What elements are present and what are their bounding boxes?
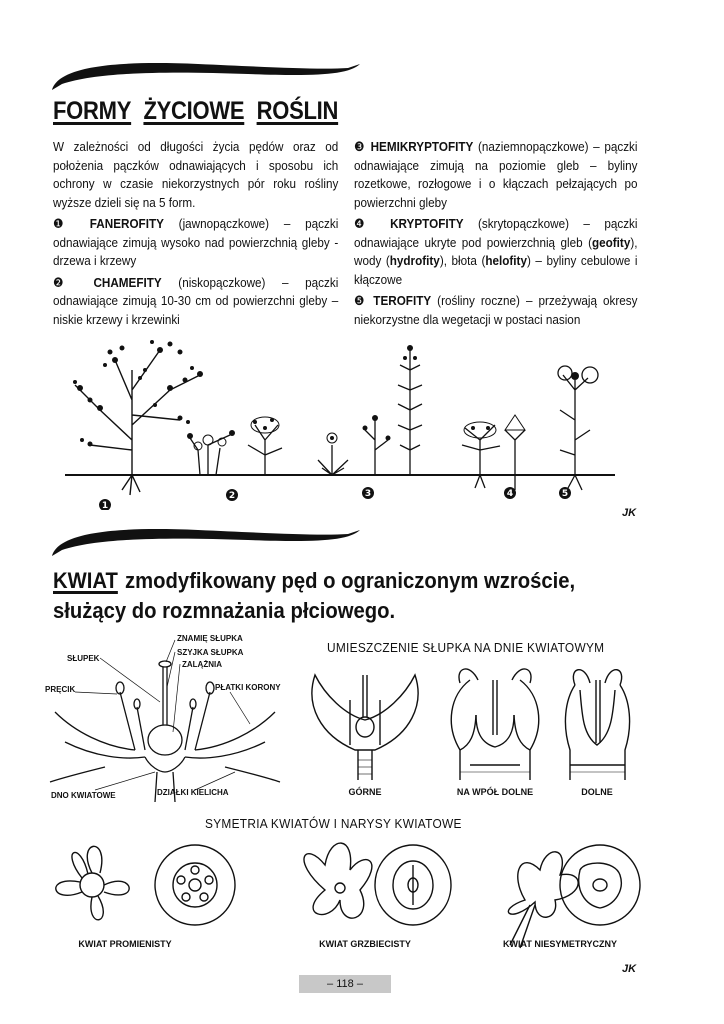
form-item-4: ❹ KRYPTOFITY (skrytopączkowe) – pączki odnawiające ukryte pod powierzchnią gleb (geofity), wody (hydrofity), błota (helofity) – byliny cebulowe i kłączowe [354,216,638,287]
left-text-column [53,138,338,332]
svg-text:4: 4 [506,489,514,499]
right-text-column [354,138,638,332]
decorative-swoosh-middle [48,520,368,560]
life-forms-illustration [60,330,620,510]
svg-text:2: 2 [228,491,236,501]
form-item-1: ❶ FANEROFITY (jawnopączkowe) – pączki odnawiające zimują wysoko nad powierzchnią gleby - drzewa i krzewy [53,216,339,268]
label-pistil: SŁUPEK [67,654,100,663]
placement-caption: UMIESZCZENIE SŁUPKA NA DNIE KWIATOWYM [327,641,605,655]
label-sepals: DZIAŁKI KIELICHA [157,788,229,797]
figure-number-2 [226,489,238,501]
placement-superior: GÓRNE [348,787,382,797]
symmetry-asymmetric: KWIAT NIESYMETRYCZNY [503,939,617,949]
page-number: – 118 – [299,975,391,993]
ovary-placement-diagrams [300,655,640,805]
decorative-swoosh-top [48,54,368,94]
figure-number-4 [504,487,516,499]
page-title: FORMY ŻYCIOWE ROŚLIN [53,97,339,125]
signature-bottom: JK [622,963,637,975]
flower-anatomy-diagram [45,632,295,807]
symmetry-zygomorphic: KWIAT GRZBIECISTY [319,939,411,949]
figure-number-1 [99,499,111,510]
form-item-2: ❷ CHAMEFITY (niskopączkowe) – pączki odnawiające zimują 10-30 cm od powierzchni gleby – niskie krzewy i krzewinki [53,274,339,327]
intro-paragraph: W zależności od długości życia pędów oraz od położenia pączków odnawiających i sposobu ich ochrony w czasie niekorzystnych pór roku rośliny wyższe dzieli się na 5 form. [53,139,339,210]
figure-number-5 [559,487,571,499]
flower-symmetry-diagrams [40,830,650,960]
label-stigma: ZNAMIĘ SŁUPKA [177,634,243,643]
svg-text:1: 1 [101,501,109,510]
placement-inferior: DOLNE [581,787,613,797]
signature-top: JK [622,507,637,519]
symmetry-caption: SYMETRIA KWIATÓW I NARYSY KWIATOWE [205,817,462,831]
label-style: SZYJKA SŁUPKA [177,648,244,657]
label-stamen: PRĘCIK [45,685,76,694]
label-ovary: ZALĄŻNIA [182,660,222,669]
svg-text:3: 3 [364,489,372,499]
placement-half-inferior: NA WPÓŁ DOLNE [456,787,534,797]
figure-number-3 [362,487,374,499]
form-item-3: ❸ HEMIKRYPTOFITY (naziemnopączkowe) – pączki odnawiające zimują na poziomie gleb – byliny rozetkowe, rozłogowe i o kłączach pełzających po powierzchni gleby [354,139,638,210]
form-item-5: ❺ TEROFITY (rośliny roczne) – przeżywają okresy niekorzystne dla wegetacji w postaci nasion [354,293,638,327]
symmetry-radial: KWIAT PROMIENISTY [78,939,172,949]
label-receptacle: DNO KWIATOWE [51,791,116,800]
section-title-kwiat: KWIAT zmodyfikowany pęd o ograniczonym wzroście, służący do rozmnażania płciowego. [53,568,576,623]
svg-text:5: 5 [561,489,569,499]
label-petals: PŁATKI KORONY [215,683,281,692]
